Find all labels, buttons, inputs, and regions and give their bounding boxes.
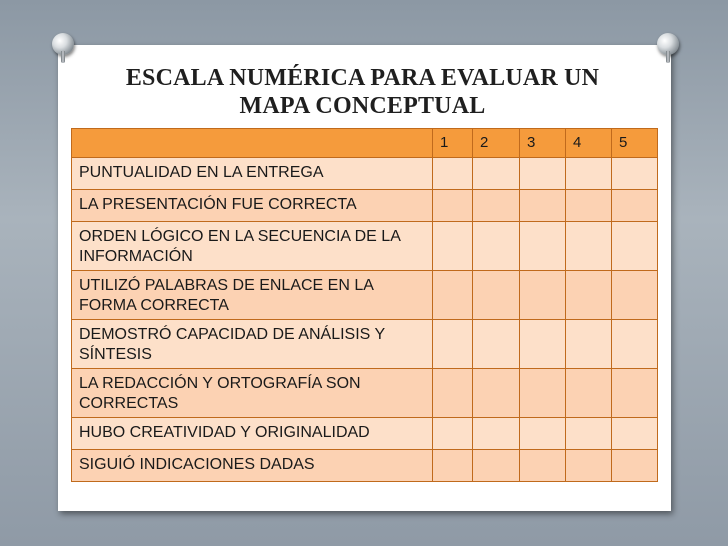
score-cell[interactable] xyxy=(473,271,520,320)
page-title xyxy=(90,64,635,120)
pushpin-icon xyxy=(52,33,74,55)
table-row xyxy=(72,158,658,190)
score-cell[interactable] xyxy=(473,190,520,222)
score-cell[interactable] xyxy=(612,369,658,418)
score-cell[interactable] xyxy=(566,418,612,450)
score-cell[interactable] xyxy=(520,320,566,369)
pushpin-icon xyxy=(657,33,679,55)
criterion-label: ORDEN LÓGICO EN LA SECUENCIA DE LA INFORMACIÓN xyxy=(72,222,433,271)
score-cell[interactable] xyxy=(612,271,658,320)
rating-scale-table xyxy=(71,128,658,482)
score-cell[interactable] xyxy=(612,190,658,222)
score-cell[interactable] xyxy=(566,190,612,222)
criteria-header-cell xyxy=(72,129,433,158)
score-cell[interactable] xyxy=(520,271,566,320)
criterion-label: LA REDACCIÓN Y ORTOGRAFÍA SON CORRECTAS xyxy=(72,369,433,418)
score-cell[interactable] xyxy=(433,369,473,418)
table-row xyxy=(72,190,658,222)
score-cell[interactable] xyxy=(566,369,612,418)
score-cell[interactable] xyxy=(612,418,658,450)
scale-header-1: 1 xyxy=(433,129,473,158)
score-cell[interactable] xyxy=(566,222,612,271)
title-line-1: ESCALA NUMÉRICA PARA EVALUAR UN xyxy=(125,65,600,91)
criterion-label: UTILIZÓ PALABRAS DE ENLACE EN LA FORMA CORRECTA xyxy=(72,271,433,320)
score-cell[interactable] xyxy=(433,222,473,271)
table-row xyxy=(72,271,658,320)
scale-header-5: 5 xyxy=(612,129,658,158)
scale-header-4: 4 xyxy=(566,129,612,158)
score-cell[interactable] xyxy=(473,450,520,482)
score-cell[interactable] xyxy=(473,369,520,418)
score-cell[interactable] xyxy=(433,450,473,482)
criterion-label: SIGUIÓ INDICACIONES DADAS xyxy=(72,450,433,482)
scale-header-3: 3 xyxy=(520,129,566,158)
header-row xyxy=(72,129,658,158)
table-row xyxy=(72,418,658,450)
score-cell[interactable] xyxy=(612,222,658,271)
score-cell[interactable] xyxy=(566,271,612,320)
scale-header-2: 2 xyxy=(473,129,520,158)
score-cell[interactable] xyxy=(473,320,520,369)
score-cell[interactable] xyxy=(612,450,658,482)
score-cell[interactable] xyxy=(433,320,473,369)
table-row xyxy=(72,369,658,418)
table-row xyxy=(72,320,658,369)
score-cell[interactable] xyxy=(433,190,473,222)
score-cell[interactable] xyxy=(566,320,612,369)
score-cell[interactable] xyxy=(520,190,566,222)
score-cell[interactable] xyxy=(433,271,473,320)
score-cell[interactable] xyxy=(520,222,566,271)
criterion-label: HUBO CREATIVIDAD Y ORIGINALIDAD xyxy=(72,418,433,450)
score-cell[interactable] xyxy=(473,158,520,190)
score-cell[interactable] xyxy=(433,418,473,450)
title-line-2: MAPA CONCEPTUAL xyxy=(239,93,486,119)
score-cell[interactable] xyxy=(566,158,612,190)
criterion-label: LA PRESENTACIÓN FUE CORRECTA xyxy=(72,190,433,222)
score-cell[interactable] xyxy=(520,369,566,418)
score-cell[interactable] xyxy=(520,158,566,190)
table-row xyxy=(72,222,658,271)
score-cell[interactable] xyxy=(520,418,566,450)
criterion-label: PUNTUALIDAD EN LA ENTREGA xyxy=(72,158,433,190)
score-cell[interactable] xyxy=(473,418,520,450)
score-cell[interactable] xyxy=(520,450,566,482)
score-cell[interactable] xyxy=(433,158,473,190)
criterion-label: DEMOSTRÓ CAPACIDAD DE ANÁLISIS Y SÍNTESIS xyxy=(72,320,433,369)
score-cell[interactable] xyxy=(473,222,520,271)
score-cell[interactable] xyxy=(566,450,612,482)
table-row xyxy=(72,450,658,482)
score-cell[interactable] xyxy=(612,320,658,369)
score-cell[interactable] xyxy=(612,158,658,190)
